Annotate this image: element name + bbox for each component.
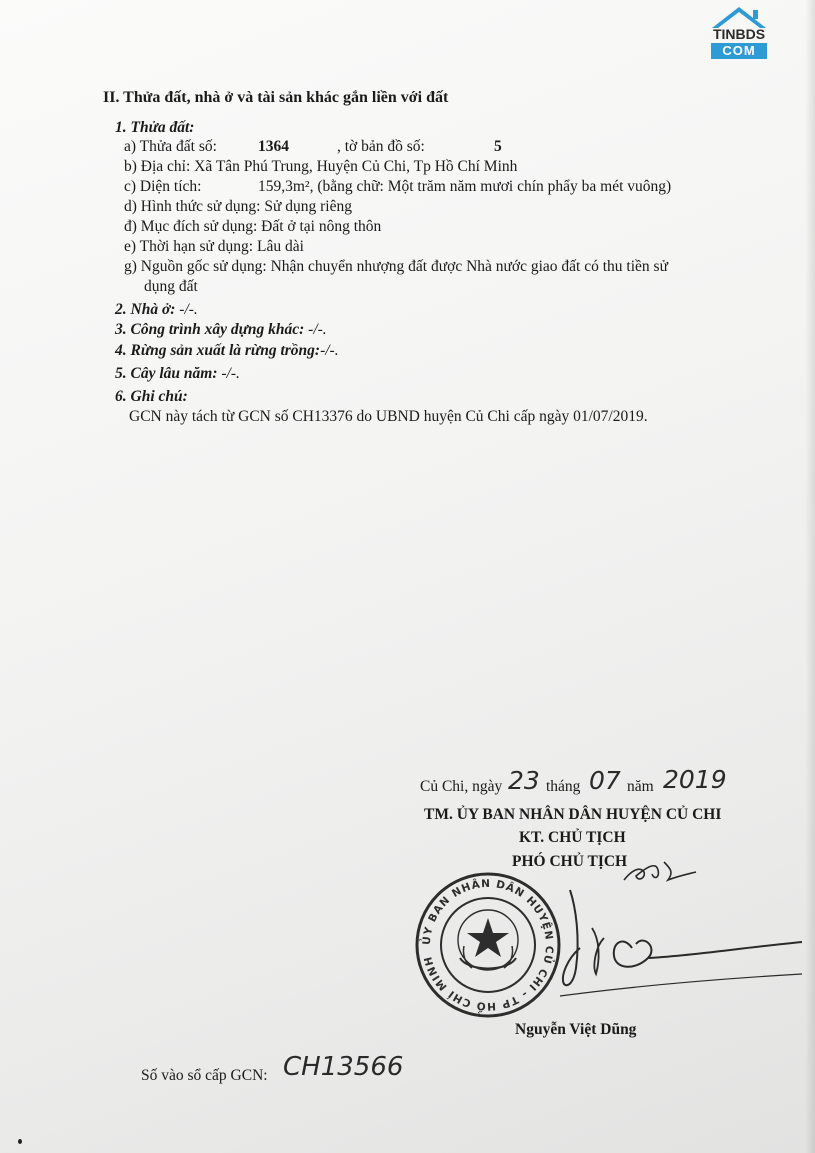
origin-line1: g) Nguồn gốc sử dụng: Nhận chuyển nhượng đất được Nhà nước giao đất có thu tiền sử [124, 258, 668, 275]
paper-edge-shadow [805, 0, 815, 1153]
forest-row [115, 341, 339, 361]
role-line1: KT. CHỦ TỊCH [519, 829, 626, 846]
chairman-signature [540, 878, 805, 1008]
forest-label: 4. Rừng sản xuất là rừng trồng: [115, 342, 321, 359]
perennial-label: 5. Cây lâu năm: [115, 365, 218, 382]
org-name: TM. ỦY BAN NHÂN DÂN HUYỆN CỦ CHI [424, 806, 722, 823]
date-place: Củ Chi, ngày [420, 778, 503, 795]
date-month: 07 [589, 766, 621, 795]
site-watermark-logo [706, 4, 772, 62]
forest-value: -/-. [320, 342, 339, 359]
house-value: -/-. [179, 301, 198, 318]
register-number: CH13566 [283, 1052, 404, 1082]
map-sheet-number: 5 [494, 138, 502, 155]
address-line: b) Địa chỉ: Xã Tân Phú Trung, Huyện Củ Chi, Tp Hồ Chí Minh [124, 158, 518, 175]
date-month-label: tháng [546, 778, 581, 795]
watermark-line2: COM [711, 43, 767, 59]
area-label: c) Diện tích: [124, 178, 202, 195]
usage-term: e) Thời hạn sử dụng: Lâu dài [124, 238, 304, 255]
parcel-label: a) Thửa đất số: [124, 138, 217, 155]
register-label: Số vào sổ cấp GCN: [141, 1067, 268, 1084]
date-day: 23 [508, 766, 540, 795]
role-line2: PHÓ CHỦ TỊCH [512, 853, 628, 870]
origin-line2: dụng đất [144, 278, 198, 295]
date-year: 2019 [663, 765, 727, 794]
construction-value: -/-. [308, 321, 327, 338]
seal-text: ỦY BAN NHÂN DÂN HUYỆN CỦ CHI - TP HỒ CHÍ MINH [420, 877, 556, 1013]
house-label: 2. Nhà ở: [115, 301, 176, 318]
area-value: 159,3m², (bằng chữ: Một trăm năm mươi chín phẩy ba mét vuông) [258, 178, 672, 195]
notes-text: GCN này tách từ GCN số CH13376 do UBND huyện Củ Chi cấp ngày 01/07/2019. [129, 408, 648, 425]
usage-purpose: đ) Mục đích sử dụng: Đất ở tại nông thôn [124, 218, 382, 235]
land-heading: 1. Thửa đất: [115, 119, 195, 136]
house-row [115, 300, 198, 320]
perennial-row [115, 364, 240, 384]
construction-row [115, 320, 327, 340]
construction-label: 3. Công trình xây dựng khác: [115, 321, 305, 338]
usage-form: d) Hình thức sử dụng: Sử dụng riêng [124, 198, 352, 215]
date-year-label: năm [627, 778, 654, 795]
watermark-line1: TINBDS [712, 26, 766, 42]
section-title: II. Thửa đất, nhà ở và tài sản khác gắn liền với đất [103, 89, 449, 106]
parcel-number: 1364 [258, 138, 289, 155]
notes-label: 6. Ghi chú: [115, 388, 188, 405]
ink-speck [18, 1139, 22, 1144]
perennial-value: -/-. [221, 365, 240, 382]
map-sheet-label: , tờ bản đồ số: [337, 138, 425, 155]
signer-name: Nguyễn Việt Dũng [515, 1021, 637, 1038]
